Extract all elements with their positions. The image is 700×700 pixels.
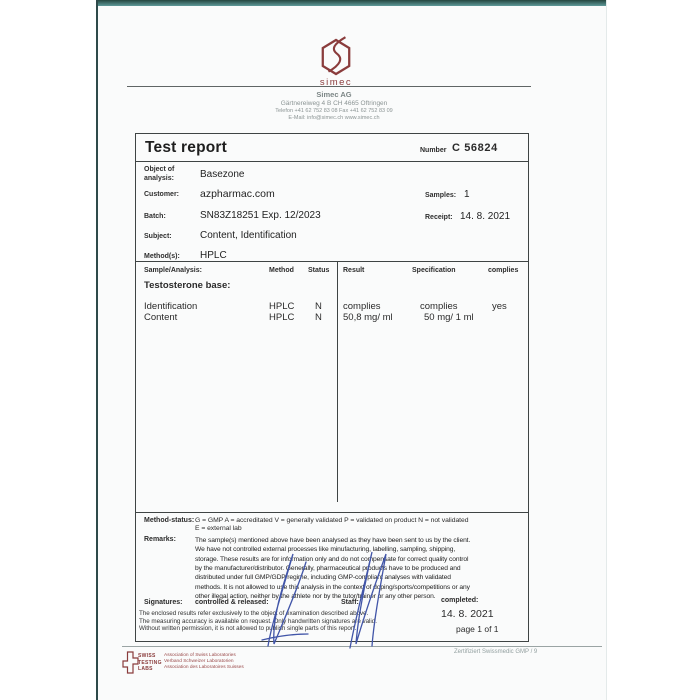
- row1-status: N: [315, 301, 322, 312]
- customer-value: azpharmac.com: [200, 188, 275, 200]
- row2-method: HPLC: [269, 312, 295, 323]
- col-header-specification: Specification: [412, 267, 456, 274]
- analysis-group-title: Testosterone base:: [144, 280, 231, 291]
- table-column-divider: [337, 261, 338, 502]
- col-header-result: Result: [343, 267, 365, 274]
- row2-result: 50,8 mg/ ml: [343, 312, 393, 323]
- letterhead-rule: [127, 86, 531, 87]
- company-name: Simec AG: [316, 90, 352, 99]
- method-status-line2: E = external lab: [195, 525, 242, 532]
- object-label: Object of analysis:: [144, 166, 175, 182]
- remarks-line: storage. These results are for information only and do not compensate for correct quality control: [195, 555, 469, 563]
- samples-label: Samples:: [425, 192, 457, 199]
- samples-value: 1: [464, 189, 470, 200]
- row2-status: N: [315, 312, 322, 323]
- info-divider: [136, 261, 528, 262]
- receipt-value: 14. 8. 2021: [460, 211, 511, 222]
- remarks-label: Remarks:: [144, 536, 176, 543]
- fine-print-line: Without written permission, it is not allowed to publish single parts of this report.: [139, 625, 357, 632]
- col-header-complies: complies: [488, 267, 519, 274]
- fine-print-line: The enclosed results refer exclusively to the object of examination described above.: [139, 610, 369, 617]
- table-row: Identification: [144, 301, 198, 312]
- remarks-line: by the manufacturer/distributor. Generally, pharmaceutical products have to be produced and: [195, 564, 461, 572]
- signatures-label: Signatures:: [144, 599, 183, 606]
- association-line: Verband Schweizer Laboratorien: [164, 659, 234, 664]
- row1-complies: yes: [492, 301, 507, 312]
- row1-specification: complies: [420, 301, 458, 312]
- association-line: Association des Laboratoires Suisses: [164, 665, 244, 670]
- receipt-label: Receipt:: [425, 214, 453, 221]
- swiss-testing-labs-wordmark: [138, 653, 162, 673]
- method-status-label: Method-status:: [144, 517, 195, 524]
- org-word: SWISS: [138, 653, 156, 659]
- remarks-line: other illegal action, neither by the athlete nor by the tutor/trainer or any other person.: [195, 592, 436, 600]
- company-email-web: E-Mail: info@simec.ch www.simec.ch: [288, 115, 380, 121]
- org-word: TESTING: [138, 659, 162, 666]
- staff-label: Staff:: [341, 599, 359, 606]
- methods-value: HPLC: [200, 250, 227, 261]
- object-value: Basezone: [200, 169, 245, 180]
- simec-logo-word: simec: [319, 77, 353, 88]
- company-address: Gärtnereiweg 4 B CH 4665 Oftringen: [280, 100, 388, 107]
- row2-specification: 50 mg/ 1 ml: [424, 312, 474, 323]
- page-count: page 1 of 1: [456, 624, 499, 634]
- row1-method: HPLC: [269, 301, 295, 312]
- remarks-line: distributed under full GMP/GDP regime, including GMP-compliant analyses with validated: [195, 574, 451, 582]
- association-line: Association of Swiss Laboratories: [164, 653, 236, 658]
- title-divider: [136, 161, 528, 162]
- col-header-method: Method: [269, 267, 294, 274]
- company-phone-fax: Telefon +41 62 752 83 08 Fax +41 62 752 83 09: [275, 108, 393, 114]
- scanned-page: [96, 0, 607, 700]
- table-row: Content: [144, 312, 178, 323]
- report-number-value: C 56824: [452, 142, 498, 154]
- handwritten-signatures: [238, 550, 418, 650]
- remarks-line: methods. It is not allowed to use this analysis in the context of doping/sports/competitions or any: [195, 583, 470, 591]
- remarks-line: The sample(s) mentioned above have been analysed as they have been sent to us by the client.: [195, 537, 471, 544]
- letterhead-address-block: [98, 90, 570, 121]
- signature-staff: [350, 552, 386, 648]
- report-title: Test report: [145, 139, 228, 156]
- simec-hexagon-s-icon: [319, 36, 353, 78]
- controlled-released-label: controlled & released:: [195, 599, 269, 606]
- remarks-line: We have not controlled external processes like minufacturing, labelling, sampling, shipping,: [195, 546, 456, 554]
- simec-logo: [310, 36, 362, 88]
- subject-label: Subject:: [144, 233, 172, 240]
- method-status-line1: G = GMP A = accreditated V = generally validated P = validated on product N = not validated: [195, 517, 469, 524]
- scan-edge-top: [98, 0, 606, 6]
- signature-controlled: [268, 554, 306, 646]
- batch-label: Batch:: [144, 213, 166, 220]
- completed-label: completed:: [441, 597, 479, 604]
- methods-label: Method(s):: [144, 253, 180, 260]
- association-lines: [164, 653, 244, 671]
- col-header-status: Status: [308, 267, 330, 274]
- fine-print-line: The measuring accuracy is available on request. Only handwritten signatures are valid.: [139, 617, 377, 625]
- org-word: LABS: [138, 666, 153, 672]
- customer-label: Customer:: [144, 191, 180, 198]
- swiss-testing-labs-icon: [122, 651, 139, 674]
- completed-date: 14. 8. 2021: [441, 608, 494, 620]
- subject-value: Content, Identification: [200, 230, 297, 241]
- row1-result: complies: [343, 301, 381, 312]
- certified-text: Zertifiziert Swissmedic GMP / 9: [454, 649, 538, 655]
- batch-value: SN83Z18251 Exp. 12/2023: [200, 210, 321, 221]
- report-number-label: Number: [420, 147, 447, 154]
- col-header-analysis: Sample/Analysis:: [144, 267, 202, 274]
- table-bottom-divider: [136, 512, 528, 513]
